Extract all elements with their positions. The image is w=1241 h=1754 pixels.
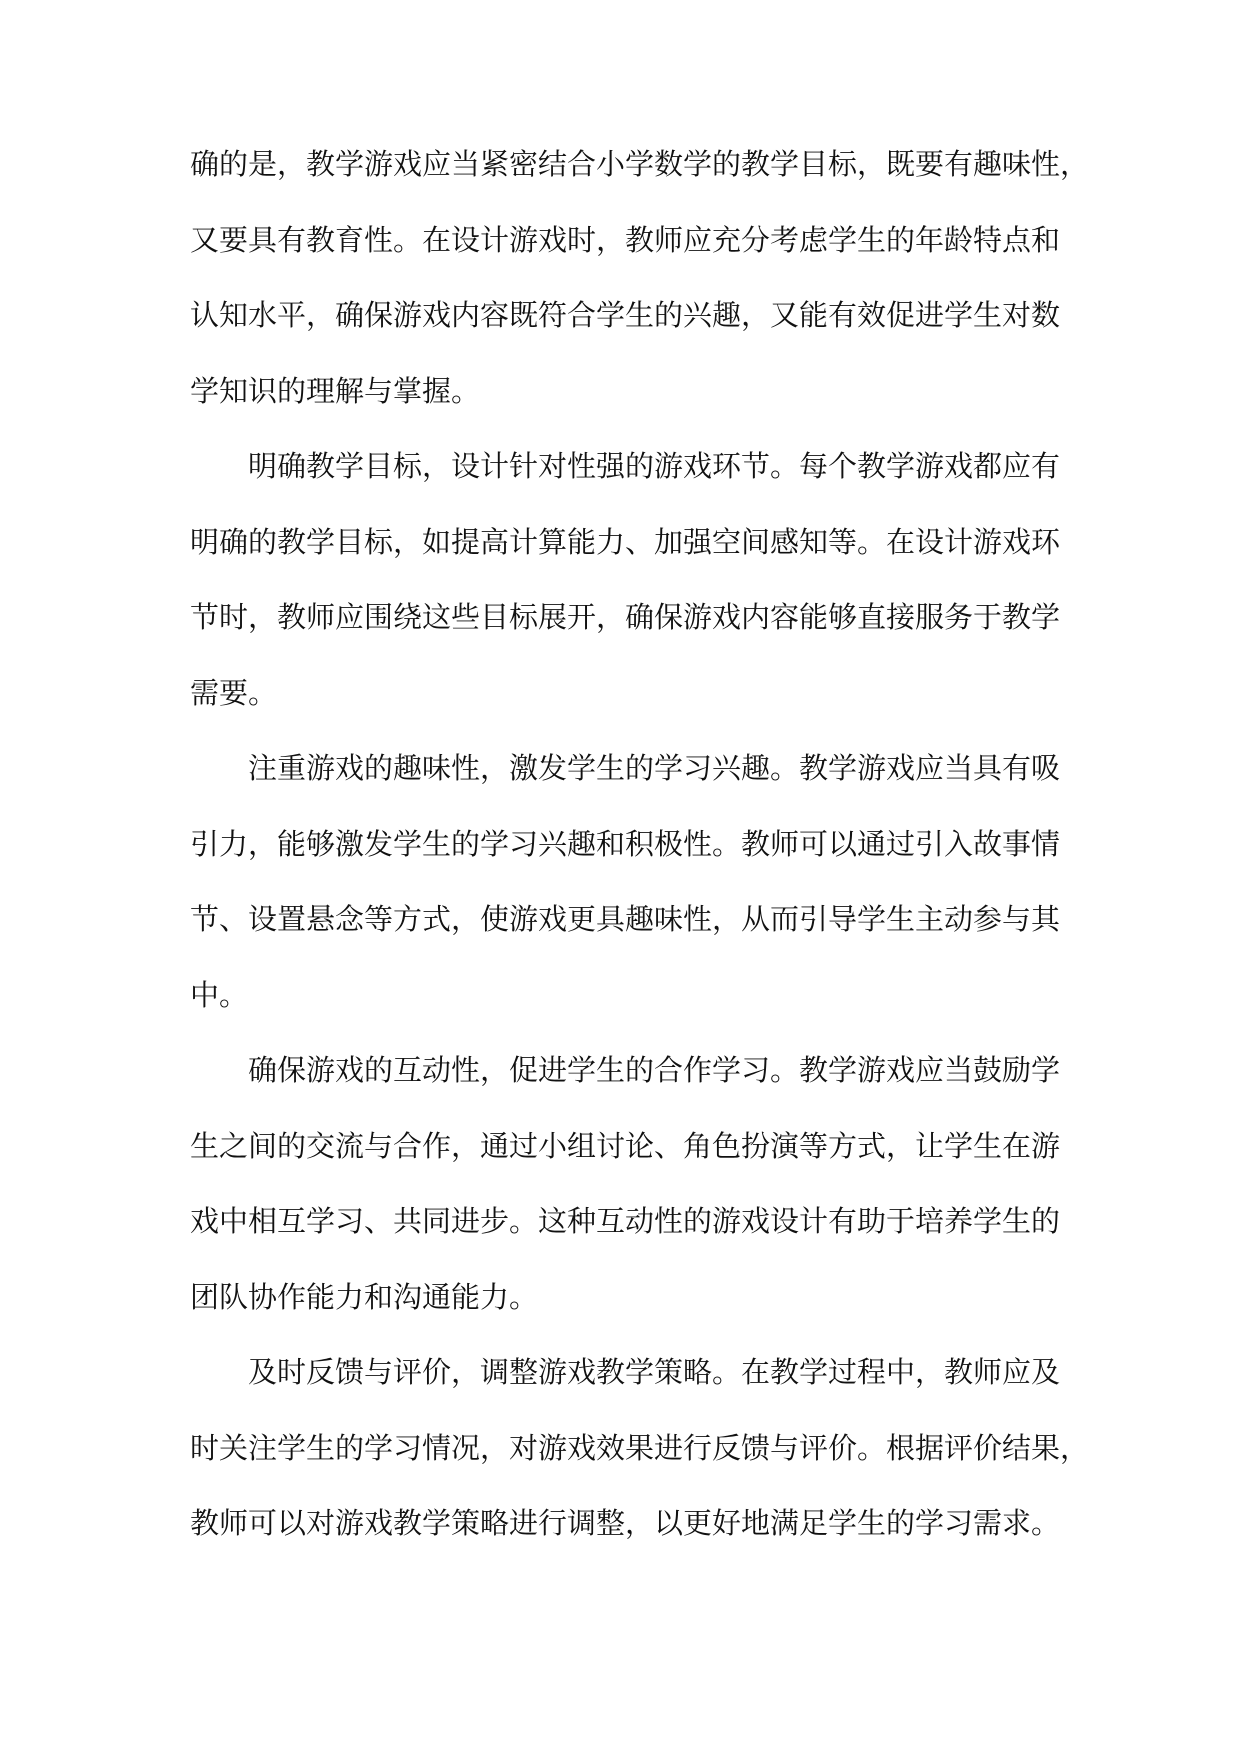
text-line: 确保游戏的互动性，促进学生的合作学习。教学游戏应当鼓励学: [248, 1053, 1061, 1087]
text-line: 确的是，教学游戏应当紧密结合小学数学的教学目标，既要有趣味性，: [190, 147, 1090, 181]
text-line: 节时，教师应围绕这些目标展开，确保游戏内容能够直接服务于教学: [190, 600, 1061, 634]
document-body: [190, 142, 1090, 1577]
text-line: 生之间的交流与合作，通过小组讨论、角色扮演等方式，让学生在游: [190, 1128, 1061, 1163]
text-line: 又要具有教育性。在设计游戏时，教师应充分考虑学生的年龄特点和: [190, 222, 1061, 257]
text-line: 戏中相互学习、共同进步。这种互动性的游戏设计有助于培养学生的: [190, 1204, 1061, 1238]
text-line: 引力，能够激发学生的学习兴趣和积极性。教师可以通过引入故事情: [190, 826, 1061, 861]
text-line: 时关注学生的学习情况，对游戏效果进行反馈与评价。根据评价结果，: [190, 1430, 1090, 1465]
text-line: 明确教学目标，设计针对性强的游戏环节。每个教学游戏都应有: [248, 449, 1061, 483]
text-line: 团队协作能力和沟通能力。: [190, 1279, 539, 1314]
text-line: 学知识的理解与掌握。: [190, 373, 481, 408]
text-line: 需要。: [190, 675, 278, 710]
text-line: 认知水平，确保游戏内容既符合学生的兴趣，又能有效促进学生对数: [190, 298, 1061, 332]
text-line: 注重游戏的趣味性，激发学生的学习兴趣。教学游戏应当具有吸: [248, 751, 1061, 785]
text-line: 中。: [190, 977, 249, 1012]
text-line: 明确的教学目标，如提高计算能力、加强空间感知等。在设计游戏环: [190, 524, 1061, 559]
text-line: 节、设置悬念等方式，使游戏更具趣味性，从而引导学生主动参与其: [190, 902, 1061, 936]
text-line: 及时反馈与评价，调整游戏教学策略。在教学过程中，教师应及: [248, 1355, 1061, 1389]
text-line: 教师可以对游戏教学策略进行调整，以更好地满足学生的学习需求。: [190, 1506, 1061, 1540]
